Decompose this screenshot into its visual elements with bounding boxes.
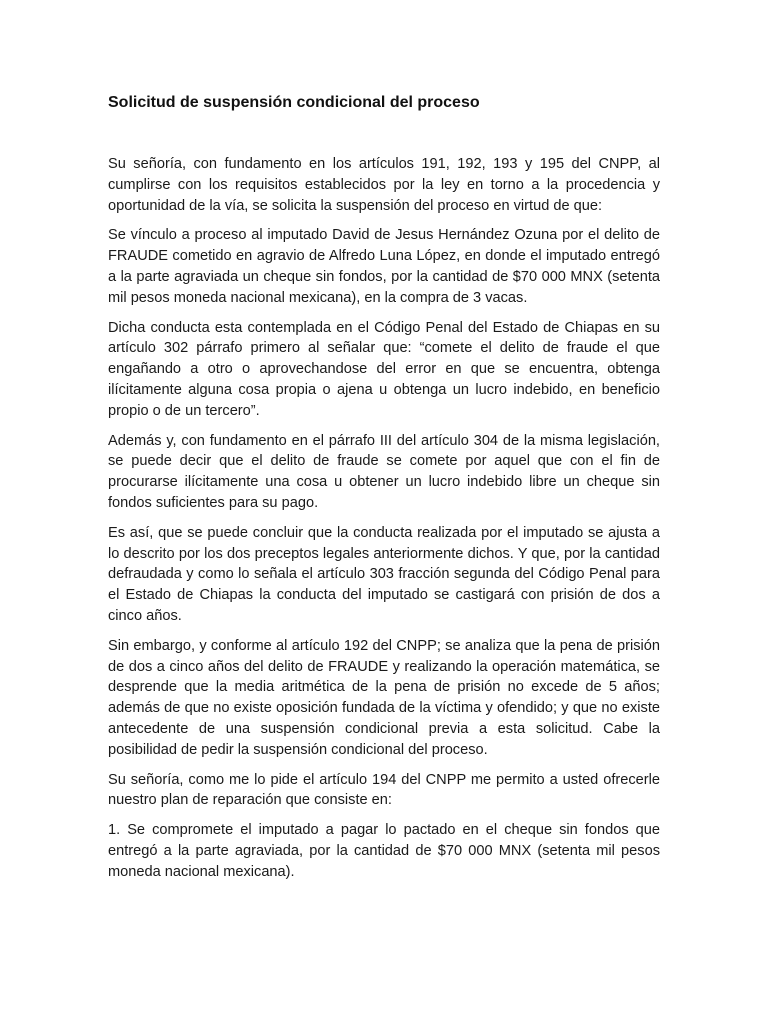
document-title: Solicitud de suspensión condicional del proceso bbox=[108, 94, 480, 111]
paragraph-analysis: Sin embargo, y conforme al artículo 192 del CNPP; se analiza que la pena de prisión de dos a cinco años del delito de FRAUDE y realizando la operación matemática, se desprende que la media aritmética de la pena de prisión no excede de 5 años; además de que no existe oposición fundada de la víctima y ofendido; y que no existe antecedente de una suspensión condicional previa a esta solicitud. Cabe la posibilidad de pedir la suspensión condicional del proceso. bbox=[108, 637, 660, 758]
document-body bbox=[108, 154, 660, 892]
paragraph-facts: Se vínculo a proceso al imputado David de Jesus Hernández Ozuna por el delito de FRAUDE cometido en agravio de Alfredo Luna López, en donde el imputado entregó a la parte agraviada un cheque sin fondos, por la cantidad de $70 000 MNX (setenta mil pesos moneda nacional mexicana), en la compra de 3 vacas. bbox=[108, 227, 660, 306]
paragraph-reparation-item-1: 1. Se compromete el imputado a pagar lo pactado en el cheque sin fondos que entregó a la parte agraviada, por la cantidad de $70 000 MNX (setenta mil pesos moneda nacional mexicana). bbox=[108, 822, 660, 880]
paragraph-reparation-intro: Su señoría, como me lo pide el artículo 194 del CNPP me permito a usted ofrecerle nuestro plan de reparación que consiste en: bbox=[108, 771, 660, 809]
paragraph-intro: Su señoría, con fundamento en los artículos 191, 192, 193 y 195 del CNPP, al cumplirse con los requisitos establecidos por la ley en torno a la procedencia y oportunidad de la vía, se solicita la suspensión del proceso en virtud de que: bbox=[108, 156, 660, 214]
paragraph-conclusion: Es así, que se puede concluir que la conducta realizada por el imputado se ajusta a lo descrito por los dos preceptos legales anteriormente dichos. Y que, por la cantidad defraudada y como lo señala el artículo 303 fracción segunda del Código Penal para el Estado de Chiapas la conducta del imputado se castigará con prisión de dos a cinco años. bbox=[108, 524, 660, 624]
paragraph-legal-basis: Dicha conducta esta contemplada en el Código Penal del Estado de Chiapas en su artículo 302 párrafo primero al señalar que: “comete el delito de fraude el que engañando a otro o aprovechandose del error en que se encuentra, obtenga ilícitamente alguna cosa propia o ajena u obtenga un lucro indebido, en beneficio propio o de un tercero”. bbox=[108, 319, 660, 419]
paragraph-article-304: Además y, con fundamento en el párrafo III del artículo 304 de la misma legislación, se puede decir que el delito de fraude se comete por aquel que con el fin de procurarse ilícitamente una cosa u obtener un lucro indebido libre un cheque sin fondos suficientes para su pago. bbox=[108, 432, 660, 511]
